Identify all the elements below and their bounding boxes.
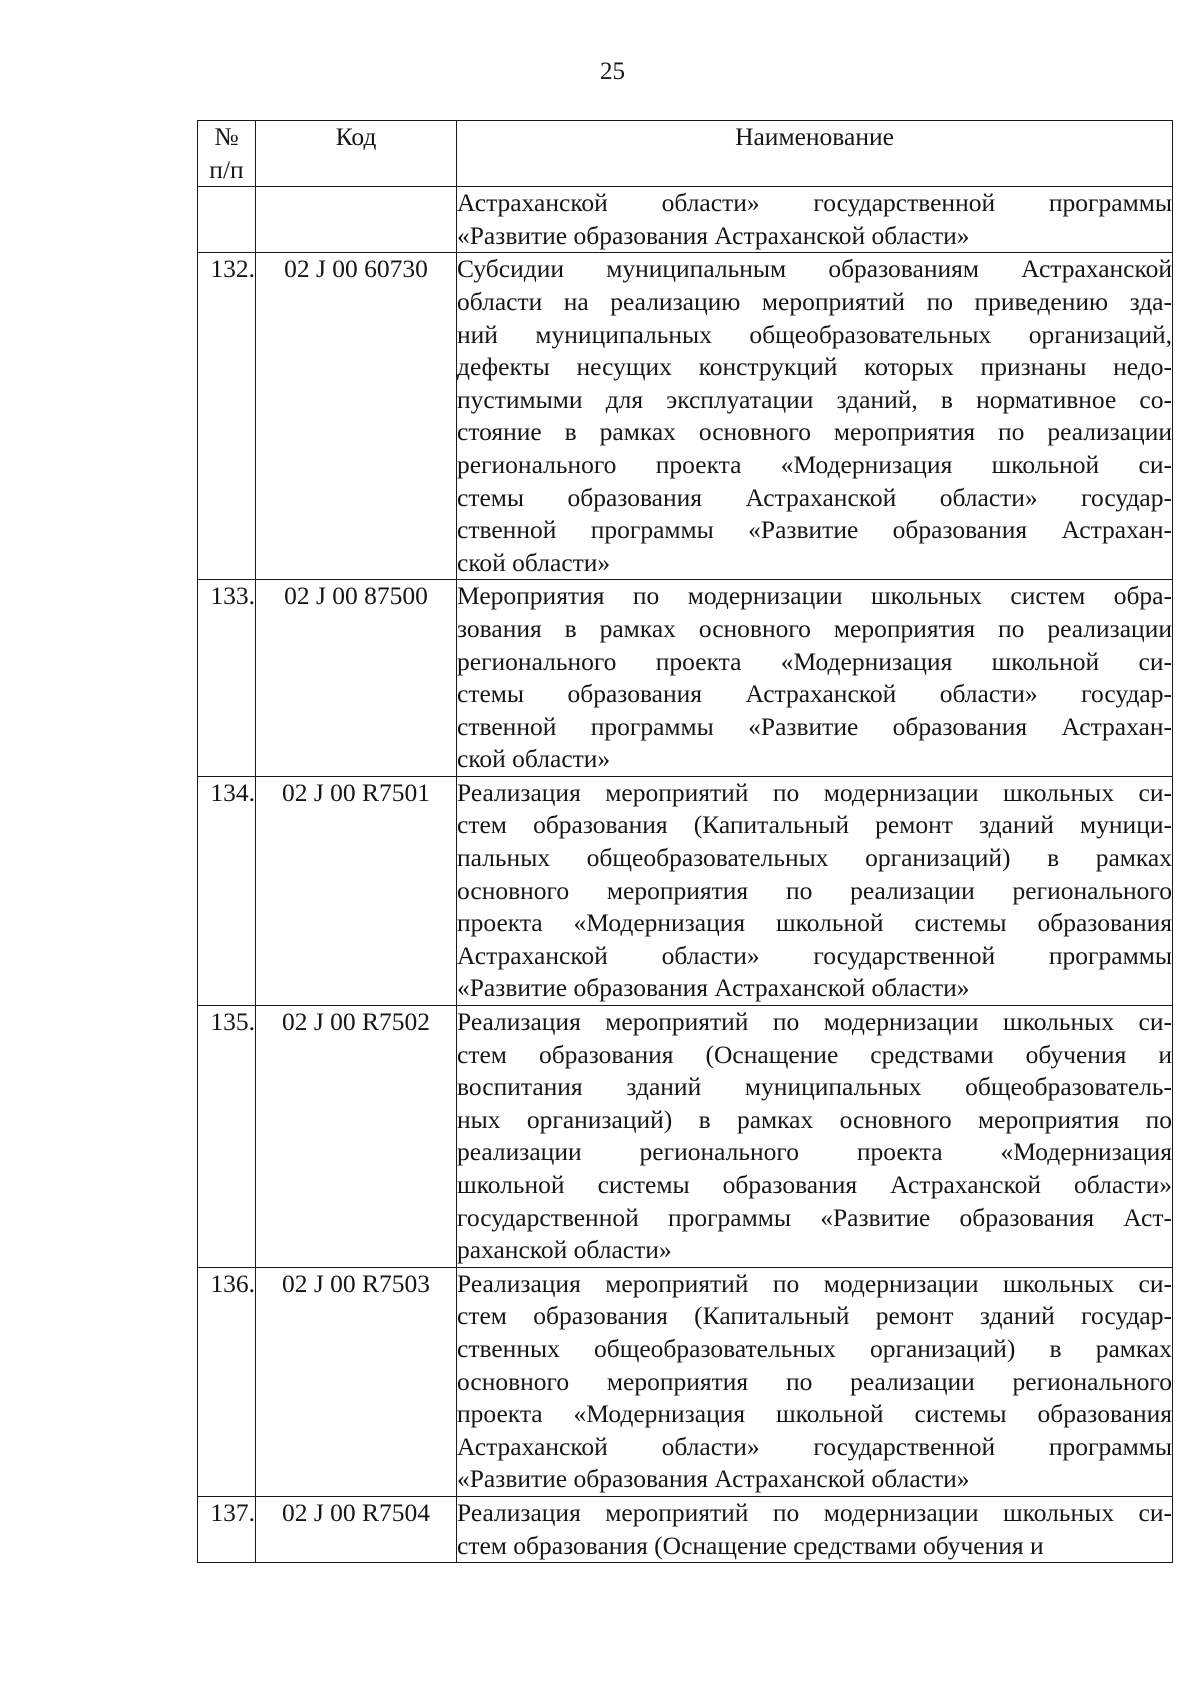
row-code: 02 J 00 R7501 [256, 776, 457, 1005]
name-line: «Развитие образования Астраханской области» [457, 220, 970, 250]
name-line: стем образования (Капитальный ремонт зданий муници- [457, 810, 1172, 840]
row-code: 02 J 00 R7504 [256, 1496, 457, 1562]
row-number: 134. [198, 776, 256, 1005]
name-line: ственной программы «Развитие образования Астрахан- [457, 515, 1172, 545]
table-row [198, 776, 1173, 1005]
row-number: 132. [198, 253, 256, 580]
row-number [198, 187, 256, 253]
name-line: стемы образования Астраханской области» государ- [457, 482, 1172, 512]
name-line: регионального проекта «Модернизация школьной си- [457, 646, 1172, 676]
name-line: Астраханской области» государственной программы [457, 1431, 1172, 1461]
header-code: Код [256, 121, 457, 187]
page-number: 25 [600, 58, 625, 85]
name-line: основного мероприятия по реализации регионального [457, 875, 1172, 905]
name-line: пальных общеобразовательных организаций) в рамках [457, 843, 1172, 873]
name-line: Мероприятия по модернизации школьных систем обра- [457, 581, 1172, 611]
name-line: ской области» [457, 547, 611, 577]
row-name [457, 1006, 1173, 1268]
row-name [457, 1267, 1173, 1496]
name-line: Астраханской области» государственной программы [457, 940, 1172, 970]
name-line: Астраханской области» государственной программы [457, 188, 1172, 218]
header-number [198, 121, 256, 187]
row-number: 136. [198, 1267, 256, 1496]
name-line: «Развитие образования Астраханской области» [457, 973, 970, 1003]
row-code: 02 J 00 R7503 [256, 1267, 457, 1496]
row-number: 137. [198, 1496, 256, 1562]
name-line: проекта «Модернизация школьной системы образования [457, 908, 1172, 938]
row-code: 02 J 00 60730 [256, 253, 457, 580]
row-name [457, 776, 1173, 1005]
row-name [457, 253, 1173, 580]
table-row [198, 253, 1173, 580]
name-line: государственной программы «Развитие образования Аст- [457, 1202, 1172, 1232]
name-line: области на реализацию мероприятий по приведению зда- [457, 286, 1172, 316]
table-row [198, 187, 1173, 253]
name-line: стем образования (Оснащение средствами обучения и [457, 1039, 1172, 1069]
row-name [457, 187, 1173, 253]
table-row [198, 1496, 1173, 1562]
name-line: ской области» [457, 744, 611, 774]
name-line: стояние в рамках основного мероприятия по реализации [457, 417, 1172, 447]
name-line: стем образования (Оснащение средствами обучения и [457, 1530, 1044, 1560]
name-line: ственной программы «Развитие образования Астрахан- [457, 711, 1172, 741]
row-code: 02 J 00 87500 [256, 580, 457, 777]
name-line: Субсидии муниципальным образованиям Астраханской [457, 254, 1172, 284]
header-number-symbol: № [214, 122, 239, 151]
name-line: школьной системы образования Астраханской области» [457, 1170, 1172, 1199]
name-line: реализации регионального проекта «Модернизация [457, 1137, 1172, 1167]
table-row [198, 580, 1173, 777]
table-row [198, 1267, 1173, 1496]
header-name: Наименование [457, 121, 1173, 187]
name-line: проекта «Модернизация школьной системы образования [457, 1399, 1172, 1429]
row-number: 135. [198, 1006, 256, 1268]
name-line: зования в рамках основного мероприятия по реализации [457, 613, 1172, 643]
name-line: воспитания зданий муниципальных общеобразователь- [457, 1072, 1172, 1102]
name-line: ний муниципальных общеобразовательных организаций, [457, 319, 1172, 349]
row-number: 133. [198, 580, 256, 777]
name-line: раханской области» [457, 1235, 672, 1265]
table-row [198, 1006, 1173, 1268]
name-line: пустимыми для эксплуатации зданий, в нормативное со- [457, 384, 1172, 414]
name-line: стемы образования Астраханской области» государ- [457, 679, 1172, 709]
table-header-row [198, 121, 1173, 187]
name-line: стем образования (Капитальный ремонт зданий государ- [457, 1301, 1172, 1331]
name-line: Реализация мероприятий по модернизации школьных си- [457, 777, 1172, 807]
row-name [457, 1496, 1173, 1562]
row-name [457, 580, 1173, 777]
name-line: Реализация мероприятий по модернизации школьных си- [457, 1268, 1172, 1298]
name-line: Реализация мероприятий по модернизации школьных си- [457, 1497, 1172, 1527]
name-line: ственных общеобразовательных организаций) в рамках [457, 1333, 1172, 1363]
name-line: «Развитие образования Астраханской области» [457, 1464, 970, 1494]
row-code: 02 J 00 R7502 [256, 1006, 457, 1268]
name-line: Реализация мероприятий по модернизации школьных си- [457, 1007, 1172, 1037]
name-line: регионального проекта «Модернизация школьной си- [457, 449, 1172, 479]
name-line: дефекты несущих конструкций которых признаны недо- [457, 352, 1172, 382]
budget-code-table [197, 120, 1173, 1563]
name-line: ных организаций) в рамках основного мероприятия по [457, 1104, 1172, 1134]
header-number-abbr: п/п [209, 154, 244, 184]
name-line: основного мероприятия по реализации регионального [457, 1366, 1172, 1396]
row-code [256, 187, 457, 253]
